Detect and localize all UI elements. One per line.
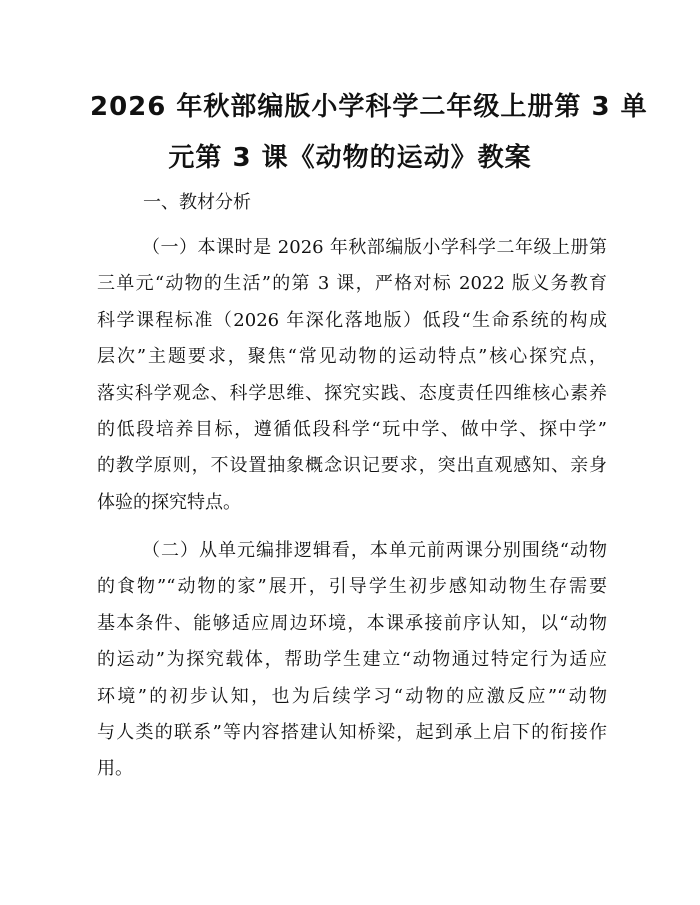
paragraph-line: （一）本课时是 2026 年秋部编版小学科学二年级上册第 (142, 237, 607, 258)
document-title (90, 82, 648, 184)
paragraph-line: 体验的探究特点。 (97, 491, 241, 513)
paragraph-line: 科学课程标准（2026 年深化落地版）低段“生命系统的构成 (97, 309, 607, 331)
paragraph-line: 的运动”为探究载体，帮助学生建立“动物通过特定行为适应 (97, 649, 607, 671)
paragraph-line: 的食物”“动物的家”展开，引导学生初步感知动物生存需要 (97, 576, 607, 598)
paragraph-line: 环境”的初步认知，也为后续学习“动物的应激反应”“动物 (97, 685, 607, 707)
paragraph-line: 落实科学观念、科学思维、探究实践、态度责任四维核心素养 (97, 382, 607, 404)
paragraph-line: 的低段培养目标，遵循低段科学“玩中学、做中学、探中学” (97, 419, 607, 441)
paragraph-2 (97, 533, 607, 788)
title-line: 元第 3 课《动物的运动》教案 (168, 143, 532, 173)
paragraph-line: 的教学原则，不设置抽象概念识记要求，突出直观感知、亲身 (97, 455, 607, 477)
paragraph-line: 三单元“动物的生活”的第 3 课，严格对标 2022 版义务教育 (97, 273, 607, 295)
paragraph-line: 层次”主题要求，聚焦“常见动物的运动特点”核心探究点， (97, 346, 607, 368)
paragraph-line: （二）从单元编排逻辑看，本单元前两课分别围绕“动物 (142, 540, 607, 561)
paragraph-line: 与人类的联系”等内容搭建认知桥梁，起到承上启下的衔接作 (97, 722, 607, 744)
paragraph-line: 用。 (97, 758, 133, 780)
paragraph-1 (97, 230, 607, 521)
section-heading: 一、教材分析 (143, 192, 251, 213)
title-line: 2026 年秋部编版小学科学二年级上册第 3 单 (90, 92, 648, 122)
paragraph-line: 基本条件、能够适应周边环境，本课承接前序认知，以“动物 (97, 612, 607, 634)
